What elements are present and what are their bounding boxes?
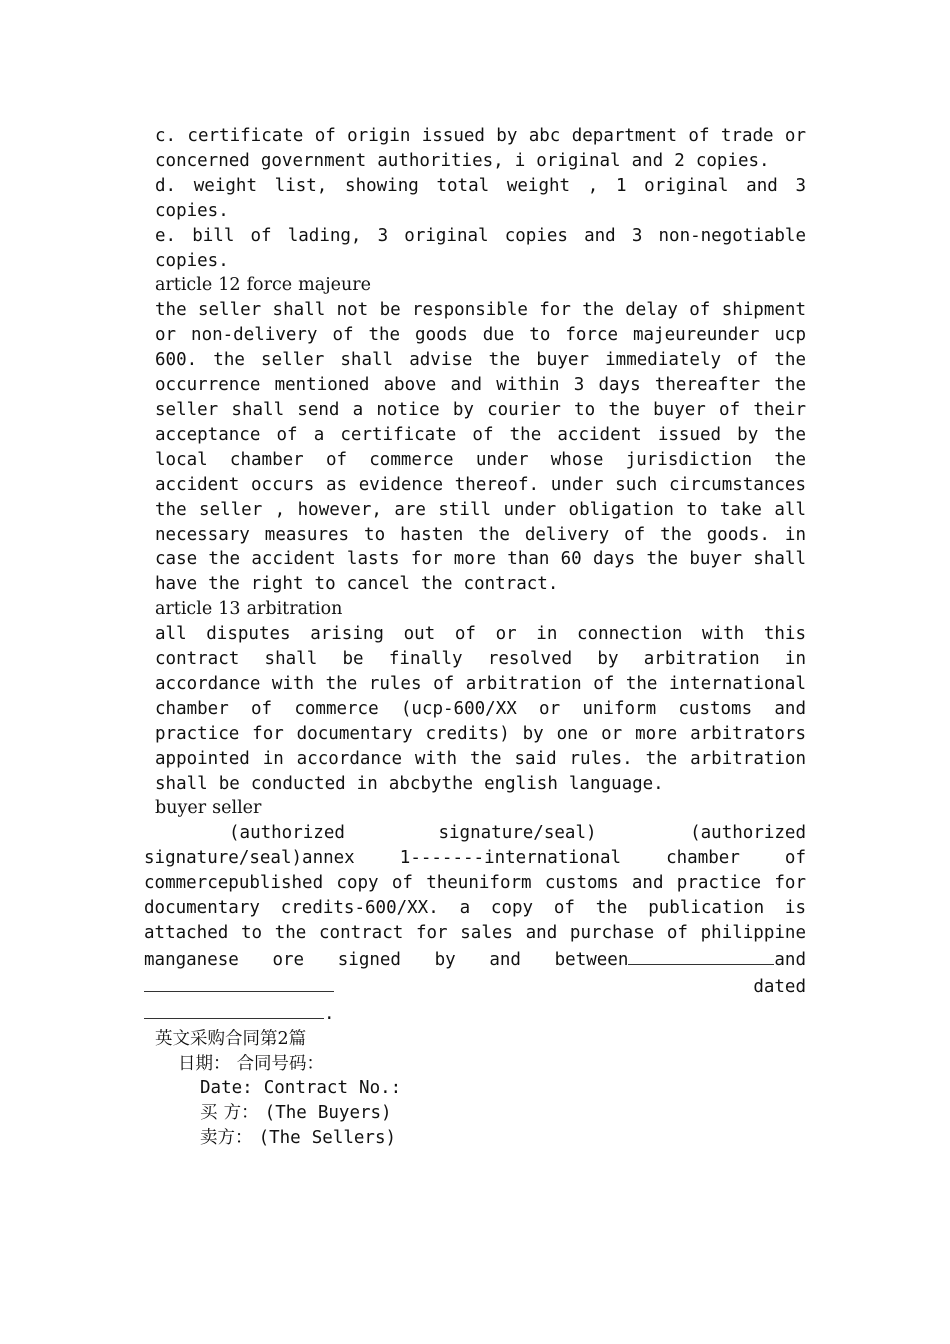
annex-text: signature/seal)annex 1-------international chamber of commercepublished copy of theuniform customs and practice for documentary credits-600/XX. a copy of the publication is attached to the contract for sales and purchase of philippine manganese ore signed by and between [144, 848, 806, 970]
doc-item-d: d. weight list, showing total weight , 1 original and 3 copies. [155, 175, 806, 221]
seller-en-label: (The Sellers) [258, 1128, 397, 1149]
seller-cn-label: 卖方： [200, 1128, 253, 1149]
article-12-body: the seller shall not be responsible for the delay of shipment or non-delivery of the goods due to force majeureunder ucp 600. the seller shall advise the buyer immediately of the occurrence mentioned above and within 3 days thereafter the seller shall send a notice by courier to the buyer of their acceptance of a certificate of the accident issued by the local chamber of commerce under whose jurisdiction the accident occurs as evidence thereof. under such circumstances the seller , however, are still under obligation to take all necessary measures to hasten the delivery of the goods. in case the accident lasts for more than 60 days the buyer shall have the right to cancel the contract. [155, 300, 806, 595]
part-2-buyer-line [144, 1101, 806, 1126]
blank-party-2 [144, 973, 334, 992]
document-page [144, 124, 806, 1151]
annex-paragraph [144, 846, 806, 999]
blank-party-1 [628, 946, 774, 965]
part-2-seller-line [144, 1126, 806, 1151]
doc-item-e: e. bill of lading, 3 original copies and 3 non-negotiable copies. [155, 225, 806, 271]
part-2-date-line: 日期： 合同号码： [178, 1053, 325, 1074]
and-word: and [774, 949, 806, 970]
article-13-body: all disputes arising out of or in connection with this contract shall be finally resolved by arbitration in accordance with the rules of arbitration of the international chamber of commerce (ucp-600/XX or uniform customs and practice for documentary credits) by one or more arbitrators appointed in accordance with the said rules. the arbitration shall be conducted in abcbythe english language. [155, 624, 806, 794]
signature-parties: buyer seller [155, 798, 262, 819]
blank-date [144, 1000, 324, 1019]
article-13-heading: article 13 arbitration [155, 599, 343, 620]
date-blank-line [144, 1000, 806, 1027]
end-period: . [324, 1003, 335, 1024]
contract-part-2 [144, 1027, 806, 1152]
signature-line: (authorized signature/seal) (authorized [229, 823, 806, 844]
buyer-en-label: (The Buyers) [264, 1103, 392, 1124]
article-12-heading: article 12 force majeure [155, 275, 371, 296]
part-2-date-en: Date: Contract No.: [200, 1078, 402, 1099]
buyer-cn-label: 买 方： [200, 1103, 259, 1124]
part-2-title: 英文采购合同第2篇 [155, 1028, 307, 1049]
doc-item-c: c. certificate of origin issued by abc department of trade or concerned government authorities, i original and 2 copies. [155, 126, 806, 171]
dated-word: dated [753, 976, 806, 997]
